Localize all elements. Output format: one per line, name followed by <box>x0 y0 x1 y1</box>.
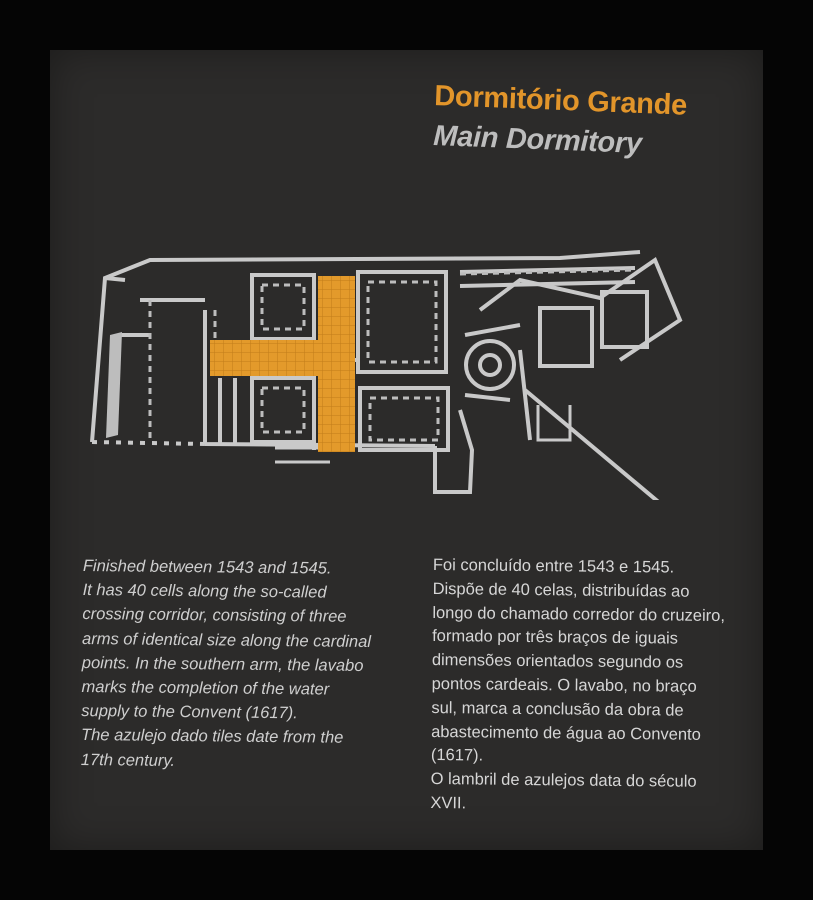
text-line: It has 40 cells along the so-called <box>82 581 327 602</box>
text-line: longo do chamado corredor do cruzeiro, <box>432 603 726 625</box>
text-line: Finished between 1543 and 1545. <box>82 556 332 578</box>
title-english: Main Dormitory <box>432 120 643 160</box>
description-english <box>81 554 398 775</box>
text-line: (1617). <box>430 746 484 765</box>
info-sign <box>50 50 763 850</box>
text-line: abastecimento de água ao Convento <box>431 722 701 744</box>
text-line: pontos cardeais. O lavabo, no braço <box>431 674 697 696</box>
text-line: supply to the Convent (1617). <box>81 702 298 723</box>
text-line: arms of identical size along the cardinal <box>82 629 372 651</box>
text-line: XVII. <box>430 793 467 813</box>
text-line: dimensões orientados segundo os <box>431 651 684 672</box>
title-portuguese: Dormitório Grande <box>433 80 688 122</box>
text-line: Foi concluído entre 1543 e 1545. <box>432 555 675 577</box>
convent-floor-plan <box>80 200 710 500</box>
text-line: Dispõe de 40 celas, distribuídas ao <box>432 579 690 601</box>
text-line: formado por três braços de iguais <box>432 627 679 648</box>
description-portuguese <box>430 554 733 819</box>
text-line: sul, marca a conclusão da obra de <box>431 698 684 720</box>
text-line: points. In the southern arm, the lavabo <box>81 653 364 675</box>
text-line: The azulejo dado tiles date from the <box>81 726 344 748</box>
text-line: crossing corridor, consisting of three <box>82 605 347 627</box>
text-line: O lambril de azulejos data do século <box>430 770 697 791</box>
text-line: 17th century. <box>80 750 176 770</box>
text-line: marks the completion of the water <box>81 678 330 699</box>
